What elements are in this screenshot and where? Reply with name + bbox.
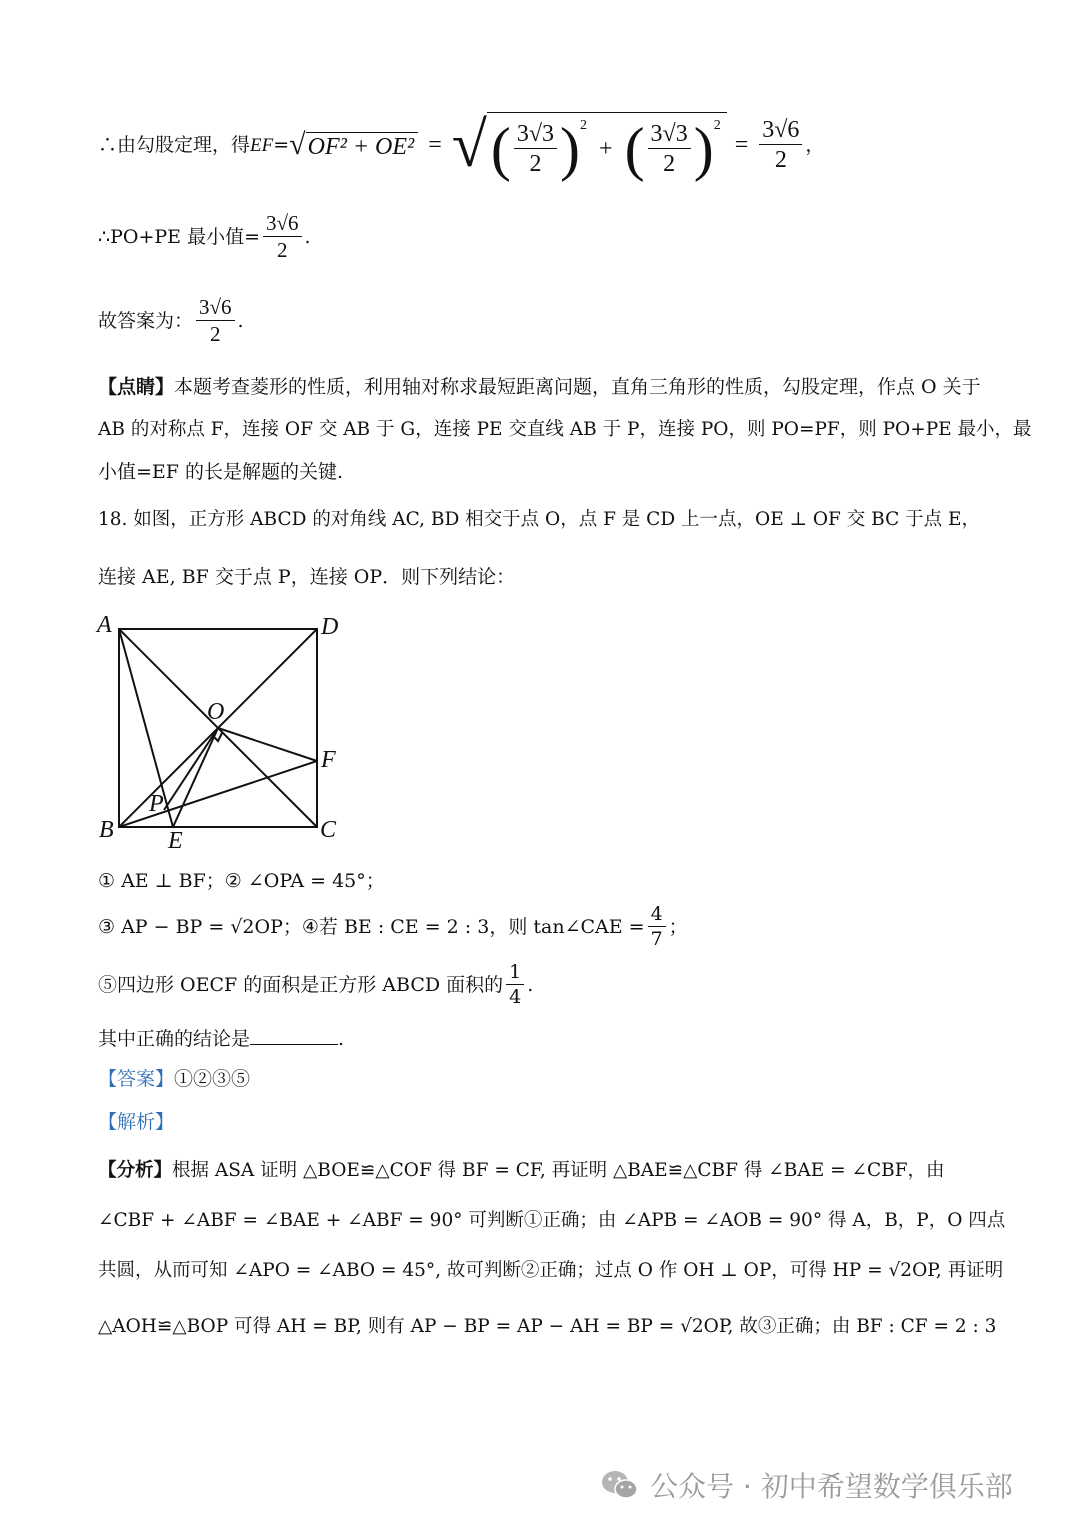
answer-tag: 【答案】	[98, 1068, 175, 1090]
fenxi-text-3: 共圆，从而可知 ∠APO = ∠ABO = 45°, 故可判断②正确；过点 O 作 OH ⊥ OP，可得 HP = √2OP, 再证明	[98, 1260, 1004, 1281]
label-a: A	[97, 612, 112, 638]
answer-tail: .	[237, 309, 244, 332]
question-prefix: 其中正确的结论是	[98, 1028, 251, 1050]
frac-num: 3√3	[648, 122, 691, 149]
fenxi-line-3	[98, 1262, 1003, 1281]
frac-3r3-b	[648, 122, 691, 176]
plus-sign: +	[599, 135, 613, 162]
fenxi-text-4: △AOH≌△BOP 可得 AH = BP, 则有 AP − BP = AP − AH = BP = √2OP, 故③正确；由 BF : CF = 2 : 3	[98, 1316, 997, 1337]
min-value-prefix: ∴PO+PE 最小值=	[98, 225, 260, 248]
eq-sign: =	[273, 133, 290, 156]
frac-den: 2	[529, 150, 542, 177]
frac-num: 1	[506, 963, 524, 985]
min-value-line	[98, 213, 311, 261]
frac-den: 4	[509, 986, 522, 1008]
pythagoras-line	[98, 100, 824, 190]
conclusion-5	[98, 963, 533, 1007]
frac-num: 3√6	[196, 297, 235, 321]
fenxi-text-2: ∠CBF + ∠ABF = ∠BAE + ∠ABF = 90° 可判断①正确；由 ∠APB = ∠AOB = 90° 得 A，B，P，O 四点	[98, 1210, 1006, 1231]
conclusion-1-2-text: ① AE ⊥ BF；② ∠OPA = 45°；	[98, 870, 385, 892]
analysis-row	[98, 1113, 174, 1132]
fenxi-line-4	[98, 1318, 996, 1337]
frac-den: 7	[650, 928, 663, 950]
question-18-line-2	[98, 568, 515, 587]
min-value-tail: .	[304, 225, 311, 248]
square-exp: 2	[580, 117, 588, 133]
question-tail: .	[338, 1028, 345, 1050]
fenxi-text-1: 根据 ASA 证明 △BOE≌△COF 得 BF = CF, 再证明 △BAE≌△CBF 得 ∠BAE = ∠CBF，由	[172, 1160, 945, 1181]
question-18-text-1: 18. 如图，正方形 ABCD 的对角线 AC, BD 相交于点 O，点 F 是 CD 上一点，OE ⊥ OF 交 BC 于点 E，	[98, 509, 981, 530]
frac-num: 3√6	[263, 213, 302, 237]
fenxi-line-2	[98, 1212, 1005, 1231]
segment-ae	[119, 629, 173, 827]
conclusion-1-2	[98, 872, 385, 891]
dianjing-line-1	[98, 378, 981, 397]
conclusion-5-tail: .	[527, 973, 534, 996]
conclusion-3-4	[98, 905, 688, 949]
label-f: F	[321, 747, 336, 773]
frac-num: 3√3	[514, 122, 557, 149]
ef-var: EF	[250, 134, 274, 156]
answer-frac	[196, 297, 235, 345]
label-e: E	[168, 828, 183, 854]
dianjing-tag: 【点睛】	[98, 376, 175, 398]
answer-line	[98, 297, 244, 345]
label-d: D	[321, 614, 339, 640]
frac-den: 2	[277, 238, 288, 262]
conclusion-5-text: ⑤四边形 OECF 的面积是正方形 ABCD 面积的	[98, 973, 504, 996]
answer-row	[98, 1070, 250, 1089]
conclusion-3-4-text: ③ AP − BP = √2OP；④若 BE : CE = 2 : 3，则 tan∠CAE =	[98, 915, 645, 938]
pythagoras-prefix: ∴由勾股定理，得	[98, 133, 251, 156]
dianjing-line-3	[98, 463, 343, 482]
frac-3r3-a	[514, 122, 557, 176]
tan-frac	[648, 905, 666, 949]
correct-conclusions-question	[98, 1028, 344, 1049]
label-p: P	[149, 791, 164, 817]
radicand-1: OF² + OE²	[306, 132, 419, 159]
equals-2: =	[734, 132, 749, 158]
line1-tail: ，	[805, 133, 825, 156]
wechat-icon	[600, 1468, 640, 1502]
watermark-text: 公众号 · 初中希望数学俱乐部	[650, 1470, 1013, 1503]
question-18-line-1	[98, 511, 980, 530]
label-b: B	[99, 817, 114, 843]
frac-num: 3√6	[759, 118, 802, 145]
segment-of	[218, 728, 317, 761]
fenxi-tag: 【分析】	[98, 1160, 173, 1181]
fenxi-line-1	[98, 1162, 945, 1181]
equals-1: =	[428, 132, 442, 158]
result-frac	[759, 118, 802, 172]
answer-blank	[250, 1028, 338, 1045]
radical-2: √ ( $\frac{3√3}{2}$ ) $^2$ + ( $\frac{3√3}{2}$ ) $^2$	[452, 112, 727, 179]
label-o: O	[207, 699, 225, 725]
square-exp: 2	[713, 117, 721, 133]
frac-den: 2	[663, 150, 676, 177]
answer-prefix: 故答案为：	[98, 309, 194, 332]
analysis-tag: 【解析】	[98, 1111, 175, 1133]
min-value-frac	[263, 213, 302, 261]
quarter-frac	[506, 963, 524, 1007]
frac-den: 2	[774, 147, 787, 173]
frac-den: 2	[210, 322, 221, 346]
conclusion-3-4-tail: ；	[668, 915, 688, 938]
dianjing-text-2: AB 的对称点 F，连接 OF 交 AB 于 G，连接 PE 交直线 AB 于 P，连接 PO，则 PO=PF，则 PO+PE 最小，最	[98, 419, 1032, 440]
frac-num: 4	[648, 905, 666, 927]
dianjing-line-2	[98, 421, 1032, 440]
radical-1: √ OF² + OE²	[289, 130, 418, 160]
dianjing-text-1: 本题考查菱形的性质，利用轴对称求最短距离问题，直角三角形的性质，勾股定理，作点 O 关于	[174, 376, 981, 398]
square-geometry-figure	[90, 610, 360, 860]
question-18-text-2: 连接 AE, BF 交于点 P，连接 OP．则下列结论：	[98, 566, 516, 588]
label-c: C	[320, 817, 337, 843]
segment-oe	[173, 728, 218, 827]
wechat-watermark	[600, 1465, 1013, 1505]
answer-value: ①②③⑤	[174, 1068, 251, 1090]
dianjing-text-3: 小值=EF 的长是解题的关键.	[98, 461, 344, 483]
